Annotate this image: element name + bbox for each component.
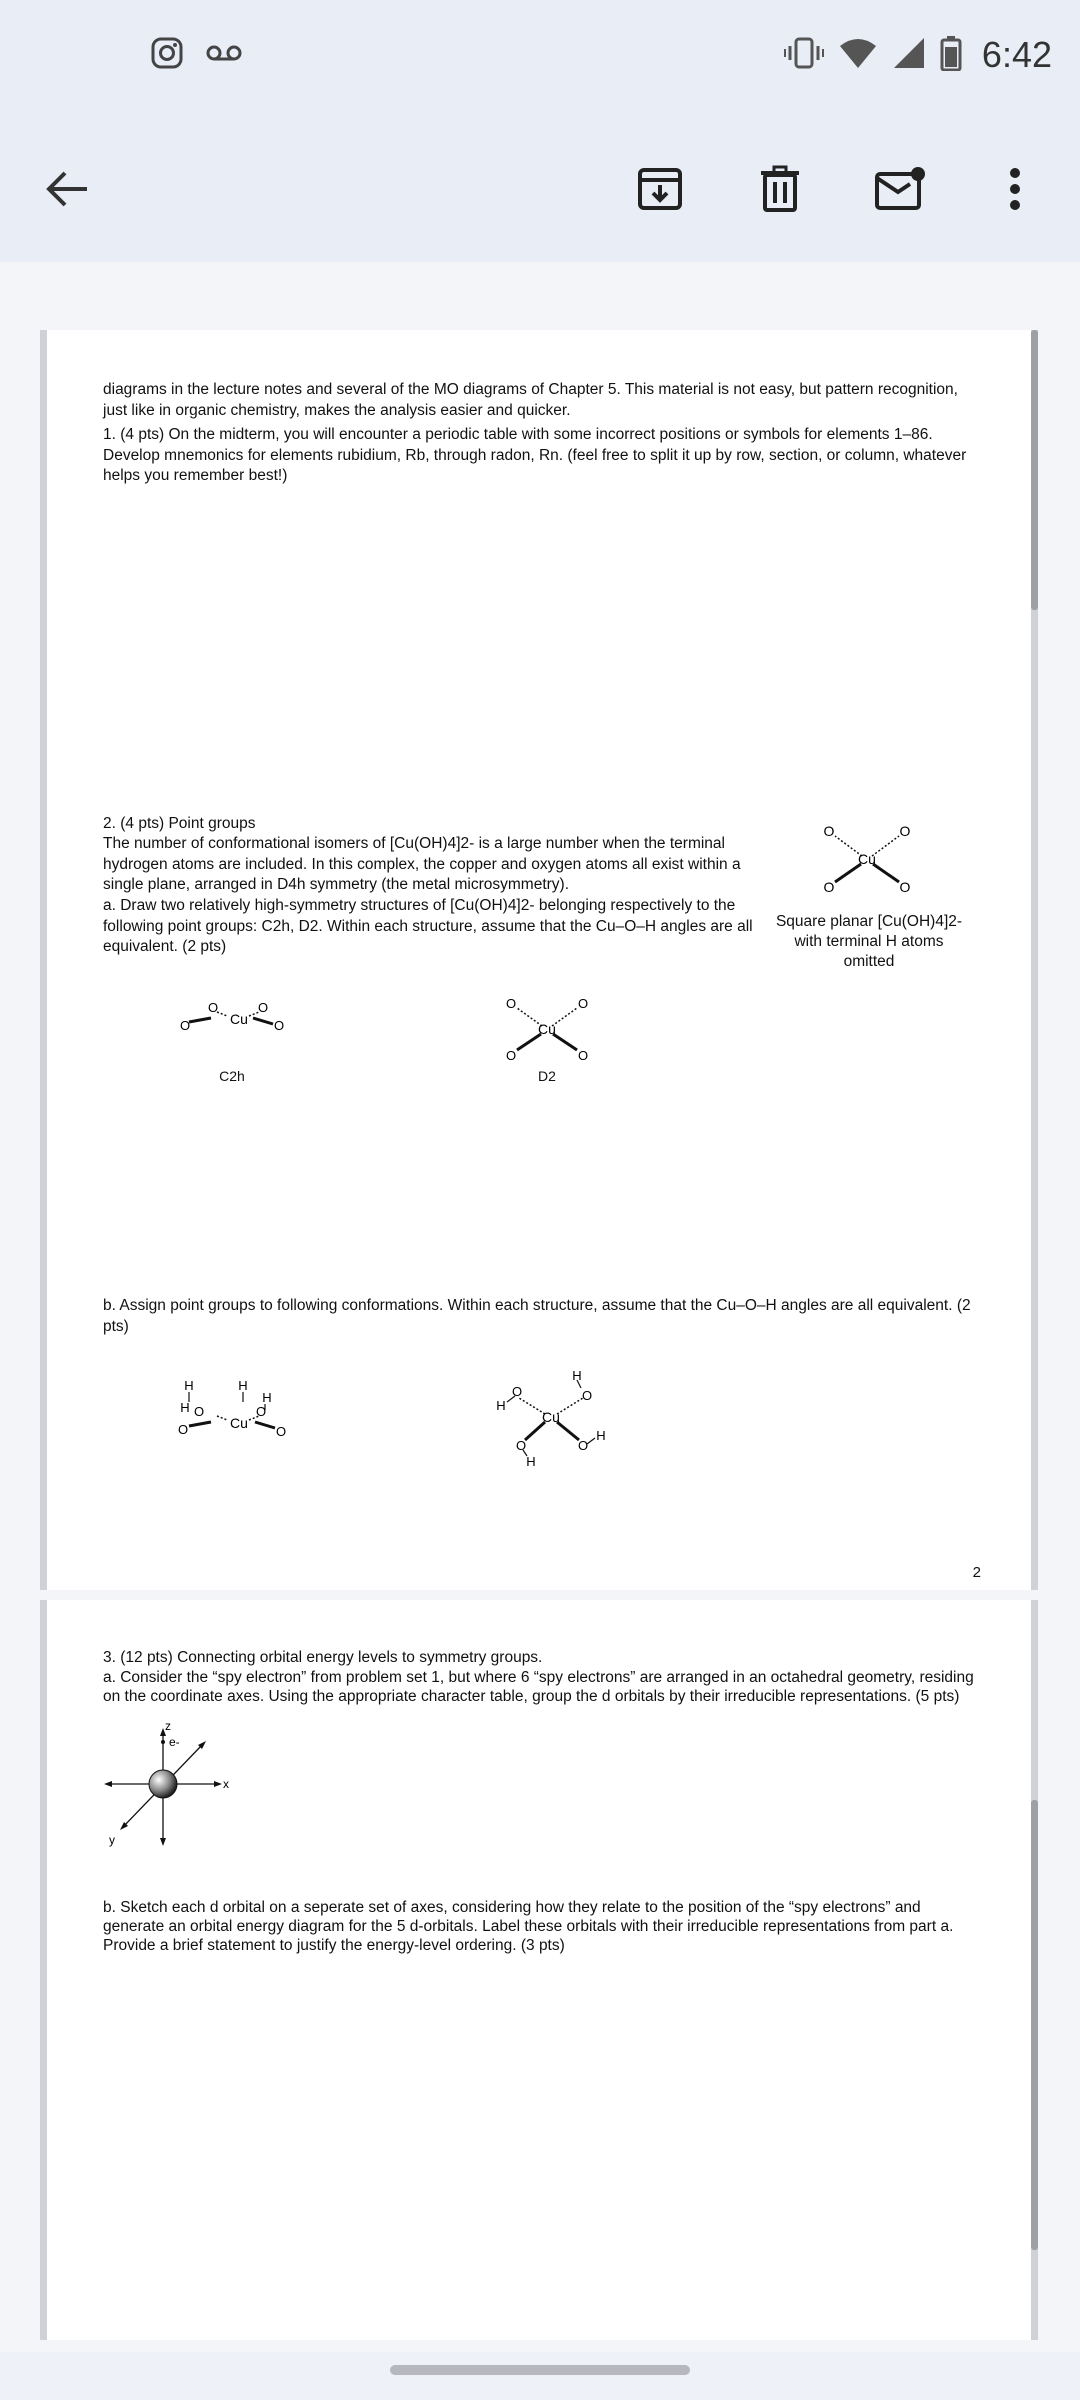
atom-h: H [526,1454,536,1469]
atom-o: O [207,1000,219,1015]
axis-z-label: z [165,1722,171,1733]
mail-unread-icon [874,166,926,217]
document-page-2 [40,1600,1038,2340]
atom-o: O [177,1422,189,1437]
app-bar [0,120,1080,262]
mark-unread-button[interactable] [865,156,935,226]
atom-cu: Cu [542,1409,560,1425]
atom-o: O [581,1388,593,1403]
c2h-structure [177,1000,287,1040]
conformation-1-structure [175,1380,295,1444]
question-2a: a. Draw two relatively high-symmetry structures of [Cu(OH)4]2- belonging respectively to the following point groups: C2h, D2. Within each structure, assume that the Cu–O–H angles are all equivalent. (2 pts) [103,897,753,955]
atom-o: O [179,1018,191,1033]
atom-o: O [577,996,589,1011]
atom-h: H [596,1428,606,1443]
atom-h: H [180,1400,190,1415]
electron-label: e- [169,1735,180,1749]
delete-button[interactable] [745,156,815,226]
atom-o: O [193,1404,205,1419]
question-3b: b. Sketch each d orbital on a seperate set of axes, considering how they relate to the position of the “spy electrons” and generate an orbital energy diagram for the 5 d-orbitals. Label these orbitals with their irreducible representations from part a. Provide a brief statement to justify the energy-level ordering. (3 pts) [103,1899,954,1954]
back-button[interactable] [32,156,102,226]
atom-o: O [823,879,835,895]
status-bar [0,0,1080,120]
atom-o: O [273,1018,285,1033]
atom-o: O [511,1384,523,1399]
trash-icon [759,165,801,218]
voicemail-icon [206,43,242,68]
atom-o: O [823,823,835,839]
atom-h: H [238,1380,248,1393]
question-2b: b. Assign point groups to following conformations. Within each structure, assume that the Cu–O–H angles are all equivalent. (2 pts) [103,1297,971,1335]
atom-cu: Cu [230,1415,248,1431]
status-time: 6:42 [981,34,1052,75]
archive-button[interactable] [625,156,695,226]
vibrate-icon [784,36,824,75]
archive-icon [637,166,683,217]
scrollbar-thumb[interactable] [1031,330,1038,610]
question-1: 1. (4 pts) On the midterm, you will encounter a periodic table with some incorrect positions or symbols for elements 1–86. Develop mnemonics for elements rubidium, Rb, through radon, Rn. (feel free to split it up by row, section, or column, whatever helps you remember best!) [103,426,967,484]
atom-cu: Cu [230,1011,248,1027]
atom-cu: Cu [858,851,876,867]
atom-o: O [505,1048,517,1063]
more-vert-icon [1008,167,1022,216]
atom-o: O [577,1048,589,1063]
square-planar-structure [807,820,927,900]
label-c2h: C2h [219,1068,245,1084]
atom-o: O [257,1000,269,1015]
home-indicator[interactable] [390,2365,690,2375]
atom-o: O [899,879,911,895]
more-options-button[interactable] [980,156,1050,226]
question-3-title: 3. (12 pts) Connecting orbital energy levels to symmetry groups. [103,1649,543,1666]
page-number: 2 [972,1564,981,1581]
atom-o: O [275,1424,287,1439]
intro-text: diagrams in the lecture notes and several of the MO diagrams of Chapter 5. This material is not easy, but pattern recognition, just like in organic chemistry, makes the analysis easier and quicker. [103,381,958,419]
question-2-title: 2. (4 pts) Point groups [103,815,256,832]
conformation-2-structure [477,1370,627,1470]
question-3a: a. Consider the “spy electron” from problem set 1, but where 6 “spy electrons” are arranged in an octahedral geometry, residing on the coordinate axes. Using the appropriate character table, group the d orbitals by their irreducible representations. (5 pts) [103,1669,974,1705]
attachment-viewer[interactable] [0,262,1080,2352]
wifi-icon [838,36,878,75]
atom-cu: Cu [538,1021,556,1037]
axis-x-label: x [223,1777,229,1791]
arrow-back-icon [45,169,89,214]
label-d2: D2 [538,1068,556,1084]
atom-h: H [262,1390,272,1405]
atom-h: H [184,1380,194,1393]
document-page-1 [40,330,1038,1590]
octahedral-axes-diagram [103,1722,243,1852]
atom-o: O [899,823,911,839]
square-planar-caption: Square planar [Cu(OH)4]2- with terminal H atoms omitted [775,913,963,970]
atom-o: O [515,1438,527,1453]
atom-o: O [255,1404,267,1419]
atom-o: O [577,1438,589,1453]
d2-structure [487,990,607,1070]
atom-h: H [496,1398,506,1413]
question-2-intro: The number of conformational isomers of [Cu(OH)4]2- is a large number when the terminal hydrogen atoms are included. In this complex, the copper and oxygen atoms all exist within a single plane, arranged in D4h symmetry (the metal microsymmetry). [103,835,741,893]
atom-h: H [572,1370,582,1383]
instagram-icon [150,36,184,75]
signal-icon [892,36,926,75]
scrollbar-thumb[interactable] [1031,1800,1038,2250]
atom-o: O [505,996,517,1011]
axis-y-label: y [109,1833,115,1847]
battery-icon [940,35,962,76]
